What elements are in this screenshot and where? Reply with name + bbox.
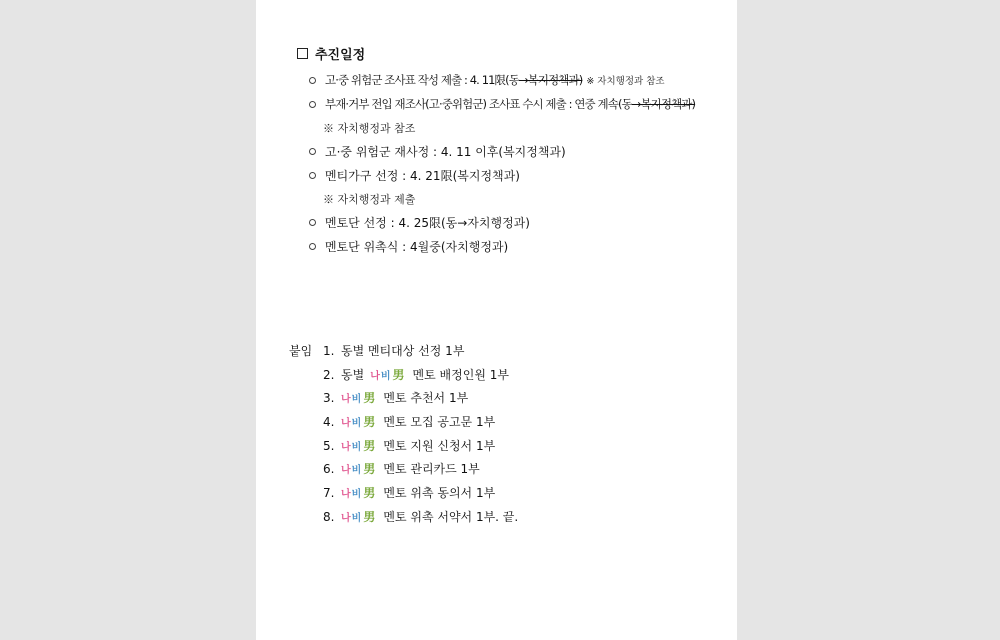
section-title-text: 추진일정 [315,48,366,63]
schedule-text: 멘티가구 선정 : 4. 21限(복지정책과) [325,169,520,183]
circle-bullet-icon [309,148,316,155]
schedule-item [309,167,520,184]
schedule-text: 멘토단 위촉식 : 4월중(자치행정과) [325,240,509,254]
circle-bullet-icon [309,77,316,84]
schedule-item [309,214,530,231]
schedule-text: 멘토단 선정 : 4. 25限(동→자치행정과) [325,216,530,230]
checkbox-icon [297,48,308,59]
circle-bullet-icon [309,101,316,108]
nabinam-logo: 나 비 男 [341,439,376,453]
attachment-item: 5. 나 비 男 멘토 지원 신청서 1부 [323,438,496,453]
circle-bullet-icon [309,243,316,250]
schedule-note: ※ 자치행정과 참조 [586,76,665,87]
schedule-text: 고·중 위험군 조사표 작성 제출 : 4. 11限 [325,73,506,87]
attachment-item: 8. 나 비 男 멘토 위촉 서약서 1부. 끝. [323,509,519,524]
nabinam-logo: 나 비 男 [341,510,376,524]
schedule-item: 고·중 위험군 조사표 작성 제출 : 4. 11限 (동 →복지정책과) ※ 자치행정과 참조 [309,72,665,88]
schedule-text: 부재·거부 전입 재조사(고·중위험군) 조사표 수시 제출 : 연중 계속 [325,97,618,111]
schedule-text: 고·중 위험군 재사정 : 4. 11 이후(복지정책과) [325,145,566,159]
nabinam-logo: 나 비 男 [341,391,376,405]
circle-bullet-icon [309,219,316,226]
attachment-item: 6. 나 비 男 멘토 관리카드 1부 [323,461,480,476]
schedule-item: 부재·거부 전입 재조사(고·중위험군) 조사표 수시 제출 : 연중 계속 (동 →복지정책과) [309,96,695,112]
attachments-label: 붙임 [289,344,313,358]
attachment-item: 3. 나 비 男 멘토 추천서 1부 [323,390,469,405]
schedule-note: ※ 자치행정과 참조 [323,122,416,135]
section-title [297,44,365,63]
schedule-item [309,238,508,255]
circle-bullet-icon [309,172,316,179]
schedule-note: ※ 자치행정과 제출 [323,193,416,206]
nabinam-logo: 나 비 男 [370,368,405,382]
nabinam-logo: 나 비 男 [341,415,376,429]
nabinam-logo: 나 비 男 [341,486,376,500]
nabinam-logo: 나 비 男 [341,462,376,476]
schedule-item [309,143,566,160]
attachment-item: 1. 동별 멘티대상 선정 1부 [323,343,465,358]
attachment-item: 7. 나 비 男 멘토 위촉 동의서 1부 [323,485,496,500]
attachment-item: 4. 나 비 男 멘토 모집 공고문 1부 [323,414,496,429]
attachment-item: 2. 동별 나 비 男 멘토 배정인원 1부 [323,367,509,382]
